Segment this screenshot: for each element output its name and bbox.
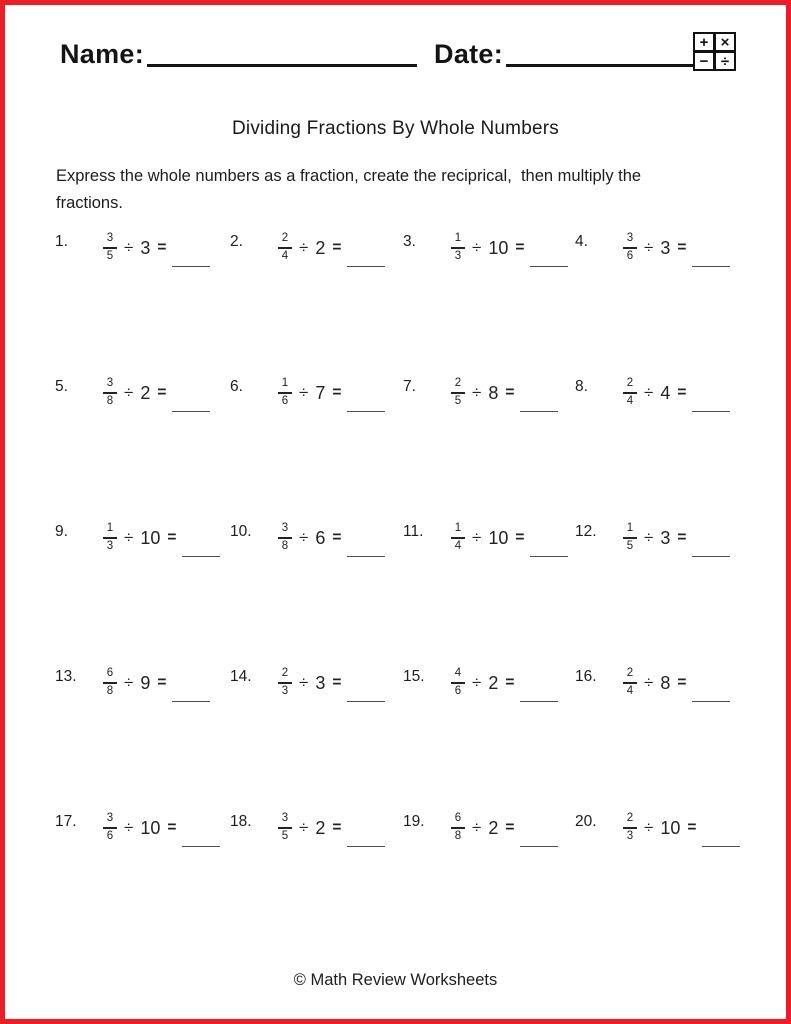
equals-sign: =	[332, 674, 342, 691]
equals-sign: =	[505, 819, 515, 836]
answer-blank[interactable]	[520, 408, 558, 412]
problem-number: 2.	[230, 233, 243, 250]
plus-icon: +	[694, 33, 714, 51]
fraction-denominator: 5	[626, 540, 634, 553]
fraction-numerator: 6	[454, 812, 462, 825]
equals-sign: =	[677, 239, 687, 256]
divide-operator: ÷	[299, 383, 309, 402]
problem-item	[575, 660, 746, 706]
divide-operator: ÷	[472, 818, 482, 837]
fraction-numerator: 1	[454, 522, 462, 535]
problem-item	[55, 660, 230, 706]
problem-item	[575, 225, 746, 271]
problem-item	[403, 370, 575, 416]
divide-operator: ÷	[644, 238, 654, 257]
divide-operator: ÷	[472, 673, 482, 692]
fraction-denominator: 6	[454, 685, 462, 698]
equals-sign: =	[167, 529, 177, 546]
problem-item	[230, 805, 403, 851]
problem-number: 11.	[403, 523, 424, 540]
footer-copyright: © Math Review Worksheets	[293, 971, 498, 989]
fraction-numerator: 3	[106, 812, 114, 825]
divisor-whole-number: 6	[315, 527, 326, 548]
divide-operator: ÷	[299, 673, 309, 692]
fraction	[103, 378, 117, 407]
fraction	[103, 523, 117, 552]
divisor-whole-number: 10	[660, 817, 681, 838]
answer-blank[interactable]	[530, 263, 568, 267]
answer-blank[interactable]	[172, 698, 210, 702]
divisor-whole-number: 3	[660, 237, 671, 258]
equals-sign: =	[332, 529, 342, 546]
divide-icon: ÷	[715, 52, 735, 70]
fraction	[451, 813, 465, 842]
answer-blank[interactable]	[692, 263, 730, 267]
divide-operator: ÷	[299, 238, 309, 257]
answer-blank[interactable]	[692, 408, 730, 412]
divide-operator: ÷	[644, 528, 654, 547]
fraction-denominator: 4	[626, 685, 634, 698]
problem-item	[230, 660, 403, 706]
equals-sign: =	[157, 384, 167, 401]
problem-number: 17.	[55, 813, 77, 830]
divisor-whole-number: 2	[140, 382, 151, 403]
fraction-numerator: 3	[106, 232, 114, 245]
fraction-denominator: 5	[281, 830, 289, 843]
divisor-whole-number: 2	[488, 817, 499, 838]
problem-item	[403, 660, 575, 706]
date-label: Date:	[434, 39, 504, 69]
fraction-numerator: 6	[106, 667, 114, 680]
instructions-text: Express the whole numbers as a fraction, create the reciprical, then multiply the fractions.	[56, 167, 646, 212]
divide-operator: ÷	[124, 383, 134, 402]
problem-number: 4.	[575, 233, 588, 250]
fraction	[278, 378, 292, 407]
divide-operator: ÷	[472, 238, 482, 257]
fraction-denominator: 3	[454, 250, 462, 263]
problem-item	[55, 225, 230, 271]
fraction	[451, 523, 465, 552]
fraction-denominator: 8	[281, 540, 289, 553]
fraction	[623, 668, 637, 697]
answer-blank[interactable]	[347, 698, 385, 702]
equals-sign: =	[677, 674, 687, 691]
problem-number: 7.	[403, 378, 416, 395]
fraction	[451, 668, 465, 697]
fraction	[103, 813, 117, 842]
fraction-numerator: 2	[454, 377, 462, 390]
answer-blank[interactable]	[347, 263, 385, 267]
problem-number: 10.	[230, 523, 252, 540]
equals-sign: =	[687, 819, 697, 836]
problem-number: 20.	[575, 813, 597, 830]
divisor-whole-number: 10	[140, 527, 161, 548]
answer-blank[interactable]	[172, 408, 210, 412]
problem-number: 16.	[575, 668, 597, 685]
problem-number: 13.	[55, 668, 77, 685]
problem-item	[403, 515, 575, 561]
divisor-whole-number: 7	[315, 382, 326, 403]
multiply-icon: ×	[715, 33, 735, 51]
fraction	[623, 523, 637, 552]
answer-blank[interactable]	[347, 843, 385, 847]
problem-number: 14.	[230, 668, 252, 685]
fraction	[451, 378, 465, 407]
fraction-numerator: 3	[106, 377, 114, 390]
fraction-denominator: 8	[454, 830, 462, 843]
answer-blank[interactable]	[692, 553, 730, 557]
divide-operator: ÷	[124, 528, 134, 547]
fraction-numerator: 2	[626, 812, 634, 825]
problem-number: 19.	[403, 813, 425, 830]
fraction	[623, 378, 637, 407]
math-operations-icon	[693, 32, 736, 71]
problem-item	[230, 515, 403, 561]
problem-number: 9.	[55, 523, 68, 540]
fraction	[278, 813, 292, 842]
divide-operator: ÷	[472, 383, 482, 402]
answer-blank[interactable]	[172, 263, 210, 267]
divisor-whole-number: 3	[140, 237, 151, 258]
divisor-whole-number: 10	[488, 237, 509, 258]
fraction-denominator: 8	[106, 395, 114, 408]
fraction-numerator: 1	[281, 377, 289, 390]
divisor-whole-number: 3	[315, 672, 326, 693]
divisor-whole-number: 10	[488, 527, 509, 548]
divide-operator: ÷	[644, 383, 654, 402]
divide-operator: ÷	[124, 238, 134, 257]
problem-item	[230, 370, 403, 416]
problem-item	[575, 515, 746, 561]
fraction	[278, 233, 292, 262]
fraction-numerator: 2	[281, 232, 289, 245]
divisor-whole-number: 4	[660, 382, 671, 403]
divisor-whole-number: 8	[488, 382, 499, 403]
fraction-numerator: 1	[454, 232, 462, 245]
answer-blank[interactable]	[520, 698, 558, 702]
divisor-whole-number: 2	[488, 672, 499, 693]
problem-item	[230, 225, 403, 271]
divisor-whole-number: 2	[315, 817, 326, 838]
fraction-denominator: 5	[454, 395, 462, 408]
problems-grid	[55, 225, 755, 950]
divide-operator: ÷	[299, 818, 309, 837]
fraction-numerator: 1	[626, 522, 634, 535]
divisor-whole-number: 3	[660, 527, 671, 548]
answer-blank[interactable]	[692, 698, 730, 702]
divide-operator: ÷	[124, 673, 134, 692]
answer-blank[interactable]	[182, 553, 220, 557]
date-input-line[interactable]	[506, 63, 694, 67]
header	[60, 41, 700, 70]
fraction-denominator: 3	[281, 685, 289, 698]
problem-number: 3.	[403, 233, 416, 250]
divisor-whole-number: 2	[315, 237, 326, 258]
equals-sign: =	[677, 384, 687, 401]
fraction-denominator: 6	[281, 395, 289, 408]
equals-sign: =	[515, 239, 525, 256]
fraction	[623, 233, 637, 262]
problem-number: 15.	[403, 668, 425, 685]
fraction	[451, 233, 465, 262]
answer-blank[interactable]	[347, 408, 385, 412]
divide-operator: ÷	[124, 818, 134, 837]
fraction-numerator: 3	[281, 812, 289, 825]
fraction	[623, 813, 637, 842]
equals-sign: =	[157, 674, 167, 691]
fraction-numerator: 1	[106, 522, 114, 535]
equals-sign: =	[515, 529, 525, 546]
fraction-denominator: 6	[626, 250, 634, 263]
fraction-denominator: 3	[626, 830, 634, 843]
divide-operator: ÷	[644, 673, 654, 692]
answer-blank[interactable]	[347, 553, 385, 557]
fraction-denominator: 4	[626, 395, 634, 408]
problem-number: 18.	[230, 813, 252, 830]
equals-sign: =	[167, 819, 177, 836]
fraction-denominator: 4	[454, 540, 462, 553]
divide-operator: ÷	[472, 528, 482, 547]
answer-blank[interactable]	[182, 843, 220, 847]
problem-item	[575, 805, 746, 851]
answer-blank[interactable]	[702, 843, 740, 847]
fraction-denominator: 3	[106, 540, 114, 553]
equals-sign: =	[505, 674, 515, 691]
fraction-numerator: 4	[454, 667, 462, 680]
equals-sign: =	[332, 384, 342, 401]
problem-number: 5.	[55, 378, 68, 395]
minus-icon: −	[694, 52, 714, 70]
equals-sign: =	[157, 239, 167, 256]
problem-number: 8.	[575, 378, 588, 395]
fraction-numerator: 2	[626, 377, 634, 390]
divide-operator: ÷	[299, 528, 309, 547]
name-input-line[interactable]	[147, 63, 417, 67]
fraction-numerator: 3	[626, 232, 634, 245]
problem-item	[403, 225, 575, 271]
problem-item	[55, 805, 230, 851]
problem-item	[575, 370, 746, 416]
fraction-denominator: 5	[106, 250, 114, 263]
answer-blank[interactable]	[520, 843, 558, 847]
problem-item	[55, 370, 230, 416]
problem-number: 12.	[575, 523, 597, 540]
fraction	[103, 668, 117, 697]
fraction	[103, 233, 117, 262]
fraction-numerator: 2	[626, 667, 634, 680]
problem-number: 6.	[230, 378, 243, 395]
divisor-whole-number: 10	[140, 817, 161, 838]
equals-sign: =	[505, 384, 515, 401]
fraction	[278, 668, 292, 697]
problem-item	[55, 515, 230, 561]
answer-blank[interactable]	[530, 553, 568, 557]
equals-sign: =	[677, 529, 687, 546]
problem-item	[403, 805, 575, 851]
fraction-denominator: 6	[106, 830, 114, 843]
fraction-numerator: 3	[281, 522, 289, 535]
divisor-whole-number: 9	[140, 672, 151, 693]
equals-sign: =	[332, 819, 342, 836]
page-title: Dividing Fractions By Whole Numbers	[232, 118, 559, 139]
equals-sign: =	[332, 239, 342, 256]
fraction	[278, 523, 292, 552]
name-label: Name:	[60, 39, 145, 69]
fraction-denominator: 8	[106, 685, 114, 698]
fraction-numerator: 2	[281, 667, 289, 680]
divide-operator: ÷	[644, 818, 654, 837]
fraction-denominator: 4	[281, 250, 289, 263]
divisor-whole-number: 8	[660, 672, 671, 693]
problem-number: 1.	[55, 233, 68, 250]
